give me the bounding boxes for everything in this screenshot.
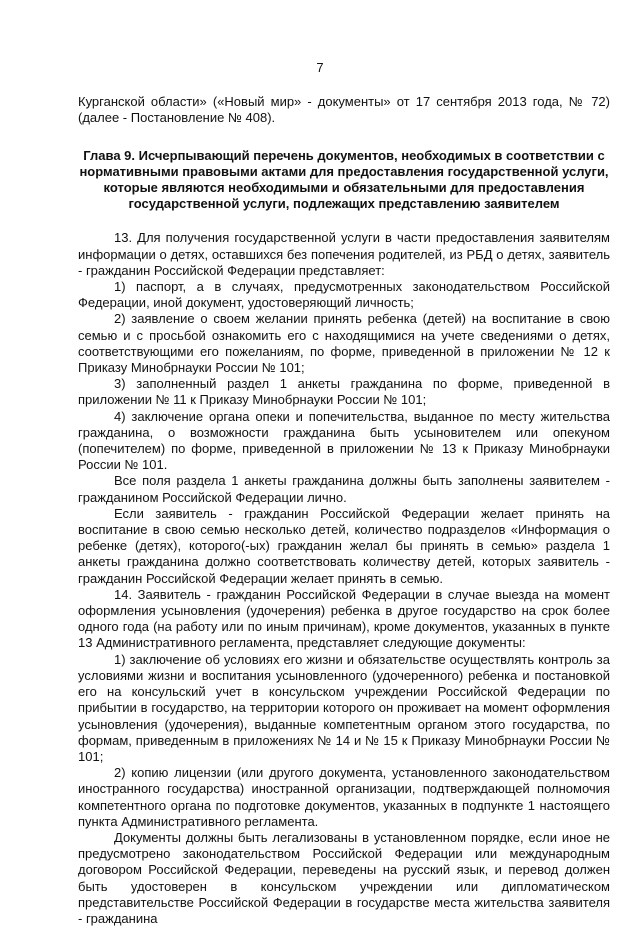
chapter-title: Глава 9. Исчерпывающий перечень документов, необходимых в соответствии с нормативными правовыми актами для предоставления государственной услуги, которые являются необходимыми и обязательными для предоставления государственной услуги, подлежащих представлению заявителем <box>79 148 609 212</box>
page-number: 7 <box>316 60 324 75</box>
paragraph-13-item-2: 2) заявление о своем желании принять ребенка (детей) на воспитание в свою семью и с просьбой ознакомить его с находящимися на учете сведениями о детях, соответствующими его пожеланиям, по форме, приведенной в приложении № 12 к Приказу Минобрнауки России № 101; <box>78 311 610 376</box>
paragraph-several-children: Если заявитель - гражданин Российской Федерации желает принять на воспитание в свою семью несколько детей, количество подразделов «Информация о ребенке (детях), которого(-ых) гражданин желал бы принять в семью» раздела 1 анкеты гражданина должно соответствовать количеству детей, которых заявитель - гражданин Российской Федерации желает принять в семью. <box>78 505 610 586</box>
paragraph-13-item-1: 1) паспорт, а в случаях, предусмотренных законодательством Российской Федерации, иной документ, удостоверяющий личность; <box>78 279 610 311</box>
paragraph-13-item-3: 3) заполненный раздел 1 анкеты гражданина по форме, приведенной в приложении № 11 к Приказу Минобрнауки России № 101; <box>78 376 610 408</box>
document-body <box>78 94 610 927</box>
paragraph-13-item-4: 4) заключение органа опеки и попечительства, выданное по месту жительства гражданина, о возможности гражданина быть усыновителем или опекуном (попечителем) по форме, приведенной в приложении № 13 к Приказу Минобрнауки России № 101. <box>78 408 610 473</box>
paragraph-legalization: Документы должны быть легализованы в установленном порядке, если иное не предусмотрено законодательством Российской Федерации или международным договором Российской Федерации, переведены на русский язык, и перевод должен быть удостоверен в консульском учреждении или дипломатическом представительстве Российской Федерации в государстве места жительства заявителя - гражданина <box>78 829 610 926</box>
paragraph-13: 13. Для получения государственной услуги в части предоставления заявителям информации о детях, оставшихся без попечения родителей, из РБД о детях, заявитель - гражданин Российской Федерации представляет: <box>78 230 610 278</box>
paragraph-14-item-1: 1) заключение об условиях его жизни и обязательстве осуществлять контроль за условиями жизни и воспитания усыновленного (удочеренного) ребенка и постановкой его на консульский учет в консульском учреждении Российской Федерации по прибытии в государство, на территории которого он проживает на момент оформления усыновления (удочерения), выданные компетентным органом этого государства, по формам, приведенным в приложениях № 14 и № 15 к Приказу Минобрнауки России № 101; <box>78 651 610 764</box>
paragraph-questionnaire-fields: Все поля раздела 1 анкеты гражданина должны быть заполнены заявителем - гражданином Российской Федерации лично. <box>78 473 610 505</box>
continuation-paragraph: Курганской области» («Новый мир» - документы» от 17 сентября 2013 года, № 72) (далее - Постановление № 408). <box>78 94 610 126</box>
paragraph-14-item-2: 2) копию лицензии (или другого документа, установленного законодательством иностранного государства) иностранной организации, подтверждающей полномочия компетентного органа по подготовке документов, указанных в подпункте 1 настоящего пункта Административного регламента. <box>78 765 610 829</box>
paragraph-14: 14. Заявитель - гражданин Российской Федерации в случае выезда на момент оформления усыновления (удочерения) ребенка в другое государство на срок более одного года (на работу или по иным причинам), кроме документов, указанных в пункте 13 Административного регламента, представляет следующие документы: <box>78 586 610 651</box>
